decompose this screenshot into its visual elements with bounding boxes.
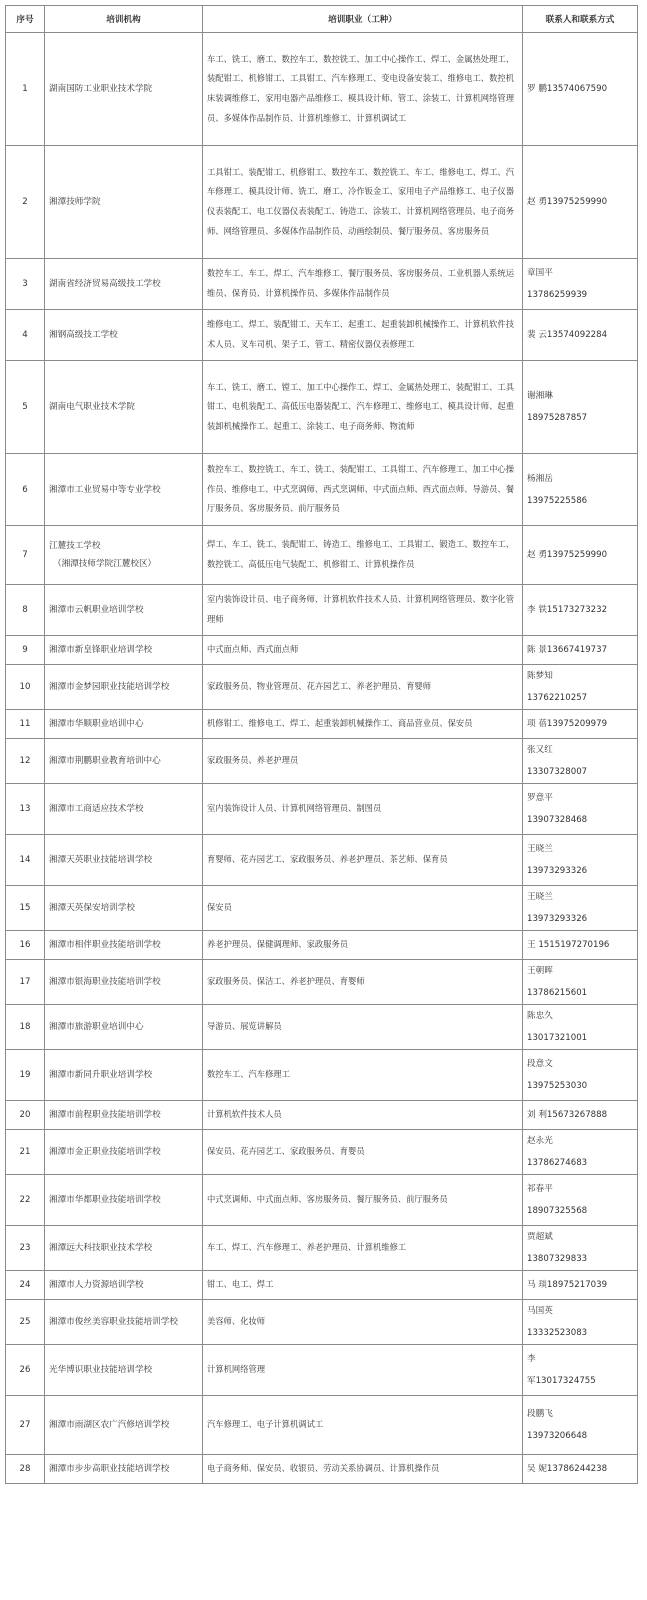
training-occupations: 中式面点师、西式面点师 [203, 636, 523, 665]
table-row [6, 259, 638, 310]
row-number: 12 [6, 739, 45, 784]
row-number: 15 [6, 886, 45, 931]
institution-name [45, 1345, 203, 1396]
contact-line: 13975253030 [527, 1081, 588, 1091]
contact-info [523, 784, 638, 835]
contact-line: 祁春平 [527, 1184, 553, 1194]
table-row [6, 1396, 638, 1455]
row-number: 11 [6, 710, 45, 739]
contact-line: 王晓兰 [527, 844, 553, 854]
table-row [6, 665, 638, 710]
contact-info [523, 960, 638, 1005]
table-row [6, 835, 638, 886]
institution-name-line: 湖南电气职业技术学院 [49, 402, 135, 412]
row-number: 3 [6, 259, 45, 310]
contact-info [523, 361, 638, 454]
row-number: 5 [6, 361, 45, 454]
contact-line: 13907328468 [527, 815, 588, 825]
training-occupations: 钳工、电工、焊工 [203, 1271, 523, 1300]
contact-info [523, 931, 638, 960]
table-row [6, 636, 638, 665]
contact-info [523, 1175, 638, 1226]
institution-name-line: 湘潭市相伴职业技能培训学校 [49, 940, 161, 950]
training-occupations: 育婴师、花卉园艺工、家政服务员、养老护理员、茶艺师、保育员 [203, 835, 523, 886]
institution-name-line: 湘潭市华都职业技能培训学校 [49, 1195, 161, 1205]
row-number: 27 [6, 1396, 45, 1455]
contact-line: 贾超斌 [527, 1232, 553, 1242]
row-number: 16 [6, 931, 45, 960]
table-row [6, 454, 638, 526]
contact-line: 王朝晖 [527, 966, 553, 976]
table-row [6, 1271, 638, 1300]
institution-name [45, 665, 203, 710]
contact-info [523, 1050, 638, 1101]
row-number: 28 [6, 1455, 45, 1484]
training-occupations: 机修钳工、维修电工、焊工、起重装卸机械操作工、商品营业员、保安员 [203, 710, 523, 739]
institution-name [45, 1300, 203, 1345]
header-contact: 联系人和联系方式 [523, 6, 638, 33]
contact-info [523, 1345, 638, 1396]
table-row [6, 585, 638, 636]
contact-info [523, 33, 638, 146]
contact-line: 罗 鹏13574067590 [527, 84, 608, 94]
contact-info [523, 835, 638, 886]
contact-info [523, 636, 638, 665]
table-row [6, 1101, 638, 1130]
institution-name [45, 1130, 203, 1175]
row-number: 18 [6, 1005, 45, 1050]
row-number: 13 [6, 784, 45, 835]
training-occupations: 家政服务员、物业管理员、花卉园艺工、养老护理员、育婴师 [203, 665, 523, 710]
training-occupations: 室内装饰设计人员、计算机网络管理员、制图员 [203, 784, 523, 835]
contact-line: 13973293326 [527, 866, 588, 876]
institution-name-line: 湘潭市新同升职业培训学校 [49, 1070, 153, 1080]
table-header-row [6, 6, 638, 33]
contact-line: 13975225586 [527, 495, 588, 506]
contact-info [523, 710, 638, 739]
row-number: 4 [6, 310, 45, 361]
institution-name [45, 1271, 203, 1300]
table-row [6, 1455, 638, 1484]
table-row [6, 526, 638, 585]
training-occupations: 数控车工、车工、焊工、汽车维修工、餐厅服务员、客房服务员、工业机器人系统运维员、保育员、计算机操作员、多媒体作品制作员 [203, 259, 523, 310]
contact-line: 杨湘岳 [527, 473, 553, 484]
row-number: 25 [6, 1300, 45, 1345]
table-row [6, 739, 638, 784]
institution-name [45, 886, 203, 931]
row-number: 6 [6, 454, 45, 526]
contact-line: 18907325568 [527, 1206, 588, 1216]
contact-info [523, 1396, 638, 1455]
table-row [6, 146, 638, 259]
contact-line: 项 蓓13975209979 [527, 719, 608, 729]
training-occupations: 车工、铣工、磨工、数控车工、数控铣工、加工中心操作工、焊工、金属热处理工、装配钳工、机修钳工、工具钳工、汽车修理工、变电设备安装工、维修电工、数控机床装调维修工、家用电器产品维修工、模具设计师、管工、涂装工、计算机网络管理员、多媒体作品制作员、计算机维修工、计算机调试工 [203, 33, 523, 146]
contact-line: 陈 景13667419737 [527, 645, 608, 655]
header-org: 培训机构 [45, 6, 203, 33]
institution-name-line: 湘潭市工业贸易中等专业学校 [49, 484, 161, 495]
contact-info [523, 886, 638, 931]
institution-name-line: 湘潭远大科技职业技术学校 [49, 1243, 153, 1253]
institution-name-line: 湖南国防工业职业技术学院 [49, 84, 153, 94]
institution-name [45, 310, 203, 361]
institution-name [45, 739, 203, 784]
contact-info [523, 739, 638, 784]
contact-info [523, 310, 638, 361]
institution-name [45, 835, 203, 886]
institution-name-line: 湘潭市云帆职业培训学校 [49, 605, 144, 615]
contact-line: 谢湘琳 [527, 391, 553, 401]
table-row [6, 1226, 638, 1271]
institution-name-line: （湘潭技师学院江麓校区） [53, 559, 157, 569]
contact-info [523, 1226, 638, 1271]
institution-name [45, 1101, 203, 1130]
institution-name-line: 湘潭天英保安培训学校 [49, 903, 135, 913]
training-occupations: 保安员 [203, 886, 523, 931]
training-institutions-sheet [5, 5, 637, 1484]
training-occupations: 电子商务师、保安员、收银员、劳动关系协调员、计算机操作员 [203, 1455, 523, 1484]
contact-line: 13307328007 [527, 767, 588, 777]
row-number: 19 [6, 1050, 45, 1101]
table-row [6, 1345, 638, 1396]
institution-name [45, 1050, 203, 1101]
training-occupations: 车工、铣工、磨工、镗工、加工中心操作工、焊工、金属热处理工、装配钳工、工具钳工、电机装配工、高低压电器装配工、汽车修理工、维修电工、模具设计师、起重装卸机械操作工、起重工、涂装工、电子商务师、物流师 [203, 361, 523, 454]
contact-line: 陈忠久 [527, 1011, 553, 1021]
contact-line: 18975287857 [527, 413, 588, 423]
table-row [6, 1175, 638, 1226]
training-occupations: 焊工、车工、铣工、装配钳工、铸造工、维修电工、工具钳工、锻造工、数控车工、数控铣工、高低压电气装配工、机修钳工、计算机操作员 [203, 526, 523, 585]
institution-name [45, 526, 203, 585]
table-row [6, 361, 638, 454]
contact-line: 王晓兰 [527, 892, 553, 902]
contact-line: 裴 云13574092284 [527, 330, 608, 340]
header-no: 序号 [6, 6, 45, 33]
contact-line: 赵永光 [527, 1136, 553, 1146]
institution-name [45, 1005, 203, 1050]
training-occupations: 数控车工、汽车修理工 [203, 1050, 523, 1101]
contact-line: 马国英 [527, 1306, 553, 1316]
contact-line: 赵 勇13975259990 [527, 197, 608, 207]
row-number: 17 [6, 960, 45, 1005]
table-row [6, 931, 638, 960]
row-number: 14 [6, 835, 45, 886]
table-row [6, 310, 638, 361]
institution-name [45, 259, 203, 310]
contact-line: 13762210257 [527, 693, 588, 703]
institution-name [45, 960, 203, 1005]
institution-name-line: 湘潭市俊丝美容职业技能培训学校 [49, 1317, 178, 1327]
institution-name [45, 361, 203, 454]
contact-info [523, 585, 638, 636]
contact-line: 陈梦知 [527, 671, 553, 681]
row-number: 7 [6, 526, 45, 585]
table-row [6, 960, 638, 1005]
table-row [6, 1300, 638, 1345]
contact-info [523, 1101, 638, 1130]
contact-line: 马 琰18975217039 [527, 1280, 608, 1290]
institution-name [45, 146, 203, 259]
contact-line: 段意文 [527, 1059, 553, 1069]
training-occupations: 导游员、展览讲解员 [203, 1005, 523, 1050]
contact-info [523, 454, 638, 526]
institution-name-line: 湘潭市华顺职业培训中心 [49, 719, 144, 729]
training-occupations: 维修电工、焊工、装配钳工、天车工、起重工、起重装卸机械操作工、计算机软件技术人员、叉车司机、架子工、管工、精密仪器仪表修理工 [203, 310, 523, 361]
row-number: 26 [6, 1345, 45, 1396]
institution-name [45, 1175, 203, 1226]
contact-info [523, 1271, 638, 1300]
institution-name-line: 湘潭市雨湖区农广汽修培训学校 [49, 1420, 170, 1430]
contact-line: 13807329833 [527, 1254, 588, 1264]
contact-line: 王 1515197270196 [527, 940, 610, 950]
table-row [6, 886, 638, 931]
institution-name [45, 585, 203, 636]
contact-line: 刘 利15673267888 [527, 1110, 608, 1120]
institution-name-line: 湘潭市前程职业技能培训学校 [49, 1110, 161, 1120]
contact-line: 章国平 [527, 268, 553, 278]
contact-line: 李 [527, 1354, 536, 1364]
training-occupations: 室内装饰设计员、电子商务师、计算机软件技术人员、计算机网络管理员、数字化管理师 [203, 585, 523, 636]
row-number: 24 [6, 1271, 45, 1300]
institution-name-line: 江麓技工学校 [49, 541, 101, 551]
table-row [6, 33, 638, 146]
contact-line: 罗意平 [527, 793, 553, 803]
table-body [6, 33, 638, 1484]
institution-name-line: 湖南省经济贸易高级技工学校 [49, 279, 161, 289]
institution-name-line: 湘潭市旅游职业培训中心 [49, 1022, 144, 1032]
institutions-table [5, 5, 638, 1484]
institution-name [45, 931, 203, 960]
training-occupations: 中式烹调师、中式面点师、客房服务员、餐厅服务员、前厅服务员 [203, 1175, 523, 1226]
contact-info [523, 1455, 638, 1484]
institution-name [45, 1455, 203, 1484]
institution-name-line: 湘潭市荆鹏职业教育培训中心 [49, 756, 161, 766]
contact-line: 13332523083 [527, 1328, 588, 1338]
table-row [6, 784, 638, 835]
institution-name-line: 湘潭市金梦园职业技能培训学校 [49, 682, 170, 692]
training-occupations: 数控车工、数控铣工、车工、铣工、装配钳工、工具钳工、汽车修理工、加工中心操作员、维修电工、中式烹调师、西式烹调师、中式面点师、西式面点师、导游员、餐厅服务员、客房服务员、前厅服务员 [203, 454, 523, 526]
training-occupations: 养老护理员、保健调理师、家政服务员 [203, 931, 523, 960]
institution-name [45, 636, 203, 665]
row-number: 20 [6, 1101, 45, 1130]
training-occupations: 工具钳工、装配钳工、机修钳工、数控车工、数控铣工、车工、维修电工、焊工、汽车修理工、模具设计师、铣工、磨工、冷作钣金工、家用电子产品维修工、电子仪器仪表装配工、电工仪器仪表装配工、铸造工、涂装工、计算机网络管理员、电子商务师、网络管理员、多媒体作品制作员、动画绘制员、餐厅服务员、客房服务员 [203, 146, 523, 259]
contact-info [523, 1130, 638, 1175]
row-number: 9 [6, 636, 45, 665]
contact-line: 张又红 [527, 745, 553, 755]
contact-line: 赵 勇13975259990 [527, 550, 608, 560]
institution-name [45, 33, 203, 146]
table-row [6, 1050, 638, 1101]
header-jobs: 培训职业（工种） [203, 6, 523, 33]
contact-info [523, 665, 638, 710]
row-number: 22 [6, 1175, 45, 1226]
row-number: 1 [6, 33, 45, 146]
institution-name-line: 湘潭天英职业技能培训学校 [49, 855, 153, 865]
contact-info [523, 1300, 638, 1345]
contact-line: 13973206648 [527, 1431, 588, 1441]
contact-line: 13973293326 [527, 914, 588, 924]
contact-line: 军13017324755 [527, 1376, 596, 1386]
table-row [6, 1130, 638, 1175]
institution-name-line: 湘潭市金正职业技能培训学校 [49, 1147, 161, 1157]
training-occupations: 计算机网络管理 [203, 1345, 523, 1396]
training-occupations: 家政服务员、保洁工、养老护理员、育婴师 [203, 960, 523, 1005]
contact-line: 段鹏飞 [527, 1409, 553, 1419]
row-number: 23 [6, 1226, 45, 1271]
training-occupations: 车工、焊工、汽车修理工、养老护理员、计算机维修工 [203, 1226, 523, 1271]
row-number: 21 [6, 1130, 45, 1175]
row-number: 8 [6, 585, 45, 636]
institution-name-line: 湘潭市步步高职业技能培训学校 [49, 1464, 170, 1474]
institution-name-line: 湘潭市人力资源培训学校 [49, 1280, 144, 1290]
institution-name-line: 湘钢高级技工学校 [49, 330, 118, 340]
institution-name-line: 湘潭技师学院 [49, 197, 101, 207]
institution-name [45, 784, 203, 835]
table-row [6, 1005, 638, 1050]
contact-info [523, 146, 638, 259]
contact-line: 13786215601 [527, 988, 588, 998]
institution-name-line: 湘潭市新皇锋职业培训学校 [49, 645, 153, 655]
training-occupations: 计算机软件技术人员 [203, 1101, 523, 1130]
table-row [6, 710, 638, 739]
contact-info [523, 259, 638, 310]
contact-line: 李 铁15173273232 [527, 605, 608, 615]
training-occupations: 美容师、化妆师 [203, 1300, 523, 1345]
training-occupations: 家政服务员、养老护理员 [203, 739, 523, 784]
contact-line: 13786274683 [527, 1158, 588, 1168]
institution-name [45, 710, 203, 739]
institution-name-line: 湘潭市银海职业技能培训学校 [49, 977, 161, 987]
row-number: 10 [6, 665, 45, 710]
institution-name-line: 光华博识职业技能培训学校 [49, 1365, 153, 1375]
contact-line: 13786259939 [527, 290, 588, 300]
institution-name [45, 454, 203, 526]
institution-name [45, 1396, 203, 1455]
institution-name-line: 湘潭市工商适应技术学校 [49, 804, 144, 814]
training-occupations: 汽车修理工、电子计算机调试工 [203, 1396, 523, 1455]
training-occupations: 保安员、花卉园艺工、家政服务员、育婴员 [203, 1130, 523, 1175]
contact-info [523, 1005, 638, 1050]
contact-line: 吴 妮13786244238 [527, 1464, 608, 1474]
contact-line: 13017321001 [527, 1033, 588, 1043]
institution-name [45, 1226, 203, 1271]
contact-info [523, 526, 638, 585]
row-number: 2 [6, 146, 45, 259]
